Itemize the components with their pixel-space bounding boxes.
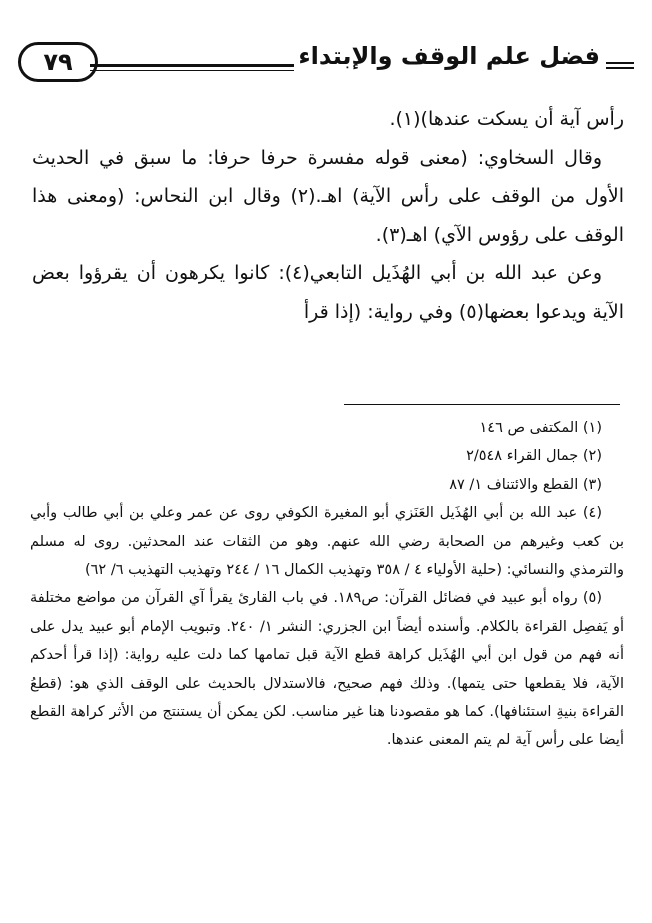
footnote: (٥) رواه أبو عبيد في فضائل القرآن: ص١٨٩. في باب القارئ يقرأ آي القرآن من مواضع مختلفة أو يَفصِل القراءة بالكلام. وأسنده أيضاً ابن الجزري: النشر ١/ ٢٤٠. وتبويب الإمام أبو عبيد يدل على أنه فهم من قول ابن أبي الهُذَيل كراهة قطع الآية قبل تمامها كما دلت عليه رواية: (إذا قرأ أحدكم الآية، فلا يقطعها حتى يتمها). وذلك فهم صحيح، فالاستدلال بالحديث على الوقف الذي هو: (قطعُ القراءة بنيةِ استئنافها). كما هو مقصودنا هنا غير مناسب. لكن يمكن أن يستنتج من الأثر كراهة القطع أيضا على رأس آية لم يتم المعنى عندها. xyxy=(30,590,624,749)
header-rule xyxy=(90,64,294,67)
footnote: (٢) جمال القراء ٢/٥٤٨ xyxy=(466,448,602,465)
header-ornament xyxy=(606,62,634,64)
footnote: (٤) عبد الله بن أبي الهُذَيل العَنَزي أبو المغيرة الكوفي روى عن عمر وعلي بن أبي طالب وأبي بن كعب وغيرهم من الصحابة رضي الله عنهم. وهو من الثقات عند المحدثين. روى له مسلم والترمذي والنسائي: (حلية الأولياء ٤ / ٣٥٨ وتهذيب الكمال ١٦ / ٢٤٤ وتهذيب التهذيب ٦/ ٦٢) xyxy=(30,505,624,579)
body-paragraph: وقال السخاوي: (معنى قوله مفسرة حرفا حرفا: ما سبق في الحديث الأول من الوقف على رأس الآية) اهـ.(٢) وقال ابن النحاس: (ومعنى هذا الوقف على رؤوس الآي) اهـ(٣). xyxy=(32,146,624,246)
page-header xyxy=(18,36,634,88)
body-paragraph: رأس آية أن يسكت عندها)(١). xyxy=(389,108,624,130)
header-ornament xyxy=(606,67,634,69)
footnotes xyxy=(30,414,624,755)
main-text xyxy=(32,100,624,331)
running-title: فضل علم الوقف والإبتداء xyxy=(298,42,600,70)
footnote-separator xyxy=(344,404,620,405)
page-number: ٧٩ xyxy=(18,42,98,82)
body-paragraph: وعن عبد الله بن أبي الهُذَيل التابعي(٤): كانوا يكرهون أن يقرؤوا بعض الآية ويدعوا بعضها(٥) وفي رواية: (إذا قرأ xyxy=(32,262,624,323)
footnote: (١) المكتفى ص ١٤٦ xyxy=(479,420,602,436)
header-rule-thin xyxy=(90,70,294,71)
footnote: (٣) القطع والائتناف ١/ ٨٧ xyxy=(449,476,602,493)
